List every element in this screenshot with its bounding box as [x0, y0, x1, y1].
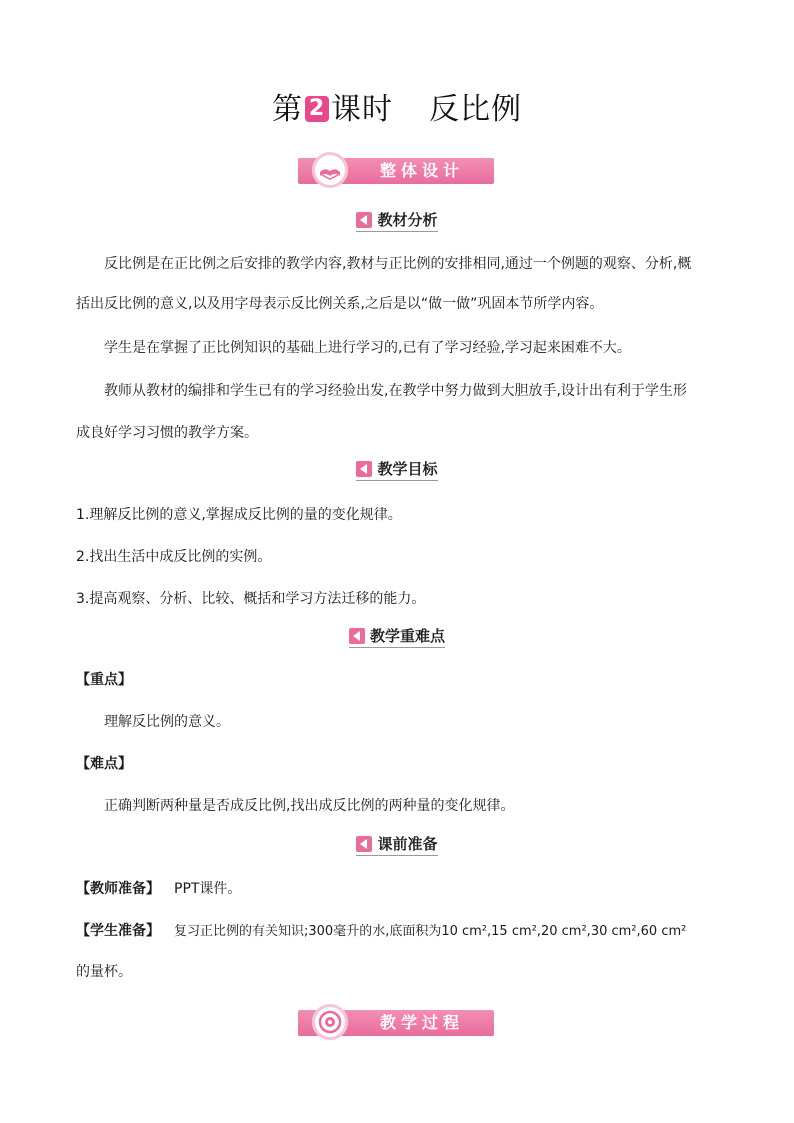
- page-title: [0, 88, 794, 132]
- student-prep: [76, 921, 722, 942]
- teaching-process-banner: [298, 1010, 494, 1036]
- difficulty-text: 正确判断两种量是否成反比例,找出成反比例的两种量的变化规律。: [104, 798, 515, 814]
- teacher-prep-label: 【教师准备】: [76, 881, 160, 897]
- book-icon: [312, 152, 348, 188]
- goal-item-3: 3.提高观察、分析、比较、概括和学习方法迁移的能力。: [76, 591, 426, 607]
- overall-design-banner: [298, 158, 494, 184]
- student-prep-continued: 的量杯。: [76, 964, 132, 980]
- section-flag-icon: [356, 461, 372, 477]
- analysis-paragraph-1-line-1: 反比例是在正比例之后安排的教学内容,教材与正比例的安排相同,通过一个例题的观察、分析,概: [104, 256, 692, 272]
- goal-item-1: 1.理解反比例的意义,掌握成反比例的量的变化规律。: [76, 507, 402, 523]
- banner-label: 整体设计: [379, 161, 464, 180]
- student-prep-text: 复习正比例的有关知识;300毫升的水,底面积为10 cm²,15 cm²,20 cm²,30 cm²,60 cm²: [174, 924, 687, 939]
- analysis-paragraph-3-line-2: 成良好学习习惯的教学方案。: [76, 425, 258, 441]
- section-heading-goals: [0, 458, 794, 480]
- section-title: 课前准备: [377, 835, 438, 853]
- analysis-paragraph-3-line-1: 教师从教材的编排和学生已有的学习经验出发,在教学中努力做到大胆放手,设计出有利于学生形: [104, 383, 687, 399]
- lesson-number-badge: 2: [305, 96, 329, 122]
- section-flag-icon: [356, 212, 372, 228]
- focus-text: 理解反比例的意义。: [104, 714, 230, 730]
- teacher-prep: [76, 879, 722, 899]
- section-flag-icon: [356, 836, 372, 852]
- banner-label: 教学过程: [379, 1013, 464, 1032]
- target-icon: [312, 1004, 348, 1040]
- section-heading-analysis: [0, 209, 794, 231]
- analysis-paragraph-1-line-2: 括出反比例的意义,以及用字母表示反比例关系,之后是以“做一做”巩固本节所学内容。: [76, 296, 604, 312]
- teacher-prep-text: PPT课件。: [174, 881, 242, 897]
- difficulty-label: 【难点】: [76, 756, 132, 772]
- goal-item-2: 2.找出生活中成反比例的实例。: [76, 549, 272, 565]
- section-flag-icon: [349, 628, 365, 644]
- section-title: 教学目标: [377, 460, 438, 478]
- focus-label: 【重点】: [76, 672, 132, 688]
- title-topic: 反比例: [429, 92, 522, 127]
- analysis-paragraph-2: 学生是在掌握了正比例知识的基础上进行学习的,已有了学习经验,学习起来困难不大。: [104, 340, 631, 356]
- title-suffix: 课时: [331, 92, 393, 127]
- section-heading-preparation: [0, 833, 794, 855]
- section-title: 教学重难点: [369, 627, 445, 645]
- section-title: 教材分析: [377, 211, 438, 229]
- section-heading-key-points: [0, 625, 794, 647]
- student-prep-label: 【学生准备】: [76, 923, 160, 939]
- title-prefix: 第: [272, 92, 303, 127]
